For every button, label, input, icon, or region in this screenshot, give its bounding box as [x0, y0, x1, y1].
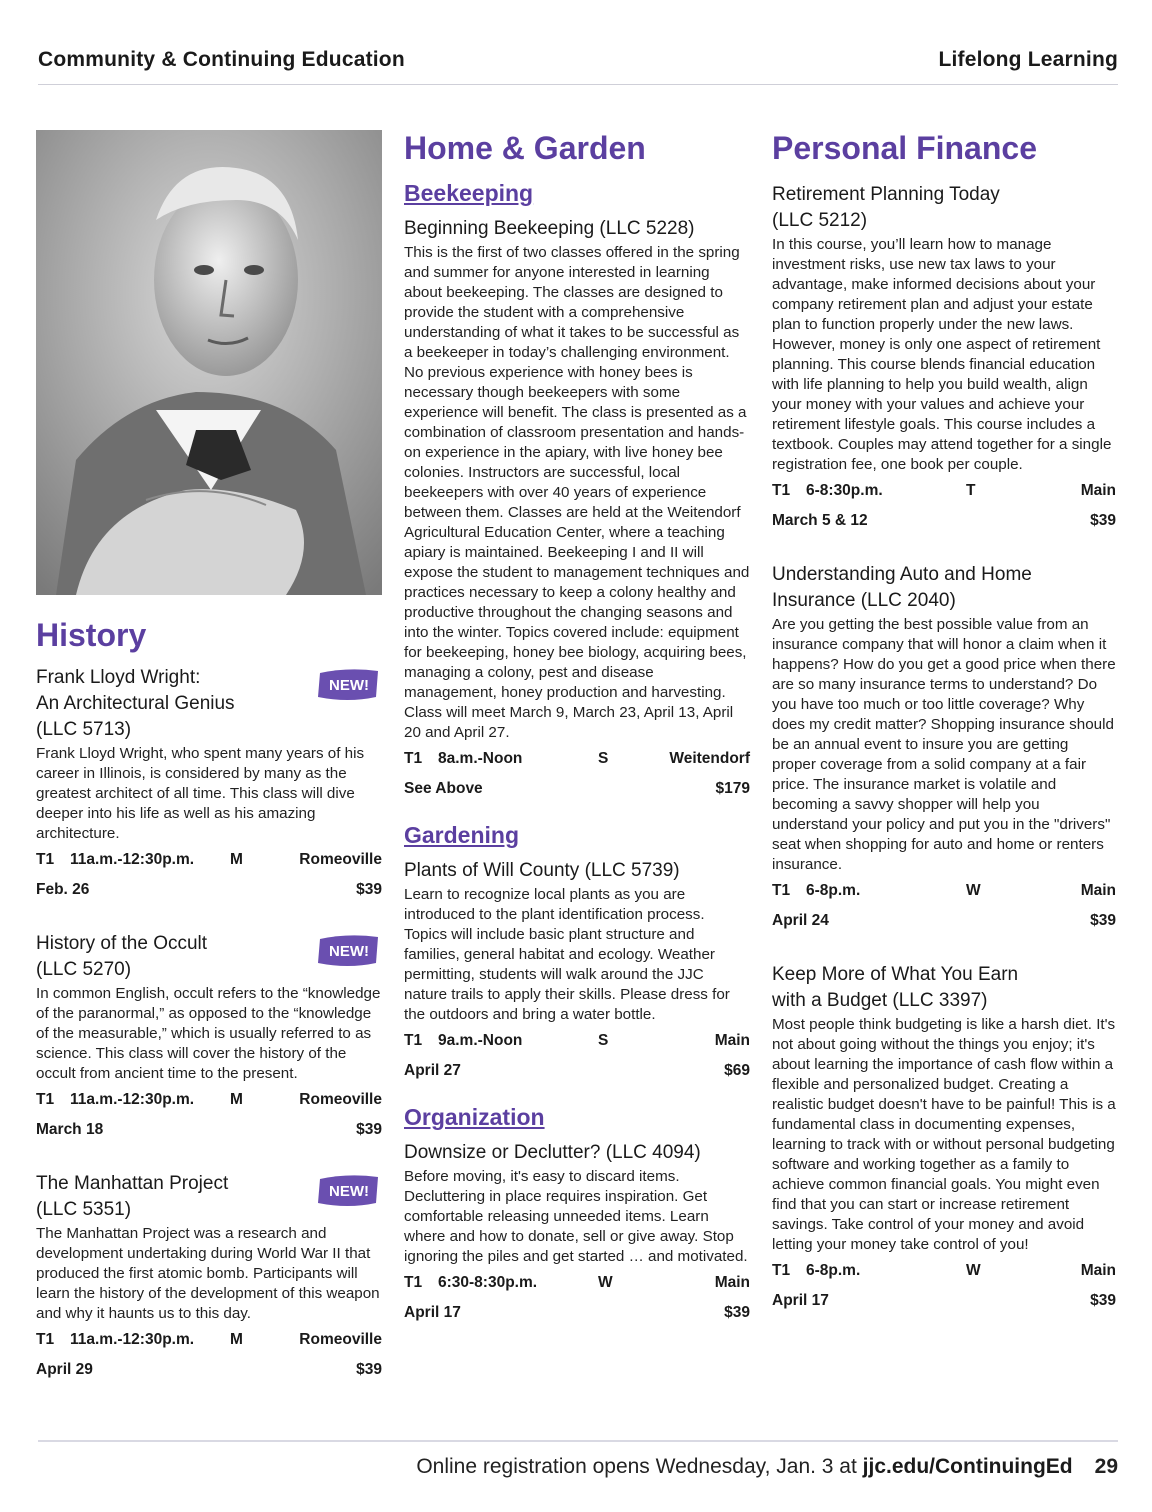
course-dates: April 27: [404, 1061, 461, 1079]
course-description: In this course, you’ll learn how to manage investment risks, use new tax laws to your advantage, make informed decisions about your company retirement plan and adjust your estate plan to function properly under the new laws. However, money is only one aspect of retirement planning. This course blends financial education with life planning to help you build wealth, align your money with your values and achieve your retirement lifestyle goals. This course includes a textbook. Couples may attend together for a single registration fee, one book per couple.: [772, 236, 1112, 473]
course-description: Most people think budgeting is like a harsh diet. It's not about going without the things you enjoy; it's about learning the importance of cash flow within a flexible and personalized budget. Creating a realistic budget doesn't have to be painful! This is a fundamental class in documenting expenses, learning to track with or without personal budgeting software and working together as a family to achieve common financial goals. You might even find that you can start or increase retirement savings. Take control of your money and avoid letting your money take control of you!: [772, 1016, 1116, 1253]
footer-website-link[interactable]: jjc.edu/ContinuingEd: [862, 1455, 1073, 1478]
course-history-occult: [36, 931, 382, 1144]
course-title-line: Keep More of What You Earn: [772, 964, 1019, 985]
svg-text:NEW!: NEW!: [329, 1183, 369, 1200]
course-description: Before moving, it's easy to discard items. Decluttering in place requires inspiration. Get comfortable releasing unneeded items. Learn where and how to donate, sell or give away. Stop ignoring the piles and get started … and motivated.: [404, 1168, 748, 1265]
svg-text:NEW!: NEW!: [329, 943, 369, 960]
course-title-line: Understanding Auto and Home: [772, 564, 1032, 585]
course-schedule: [404, 1268, 750, 1297]
course-description: In common English, occult refers to the “knowledge of the paranormal,” as opposed to the “knowledge of the measurable,” which is usually referred to as science. This class will cover the history of the occult from ancient time to the present.: [36, 985, 381, 1082]
course-title-line: (LLC 5212): [772, 210, 868, 231]
course-title-line: (LLC 5270): [36, 959, 132, 980]
gardening-subtitle: Gardening: [404, 822, 520, 848]
course-dates: March 5 & 12: [772, 511, 868, 529]
course-dates: See Above: [404, 779, 483, 797]
history-column: [36, 130, 382, 1384]
course-fee: $39: [1090, 511, 1116, 529]
history-section-title: History: [36, 617, 147, 653]
course-dates-fee: [404, 774, 750, 803]
course-time: 6-8:30p.m.: [806, 481, 883, 499]
page-header: [38, 48, 1118, 85]
course-time: 6:30-8:30p.m.: [438, 1273, 538, 1291]
new-badge: [318, 667, 380, 701]
course-schedule: [36, 1085, 382, 1114]
course-title-line: Insurance (LLC 2040): [772, 590, 956, 611]
course-day: W: [966, 881, 981, 899]
course-title: Beginning Beekeeping (LLC 5228): [404, 218, 695, 239]
course-location: Main: [1080, 1261, 1116, 1279]
home-garden-column: [404, 130, 750, 1327]
course-description: The Manhattan Project was a research and development undertaking during World War II that produced the first atomic bomb. Participants will learn the history of the development of this weapon and why it haunts us to this day.: [36, 1225, 380, 1322]
section-code: T1: [772, 1261, 791, 1279]
course-title-line: History of the Occult: [36, 933, 208, 954]
course-schedule: [772, 1256, 1116, 1285]
course-day: M: [230, 1090, 243, 1108]
course-fee: $69: [724, 1061, 750, 1079]
course-dates-fee: [772, 1286, 1116, 1315]
course-dates: April 17: [404, 1303, 461, 1321]
course-time: 9a.m.-Noon: [438, 1031, 523, 1049]
course-fee: $39: [724, 1303, 750, 1321]
course-auto-home-insurance: [772, 562, 1116, 935]
course-title: [772, 182, 1116, 234]
course-title-line: with a Budget (LLC 3397): [772, 990, 988, 1011]
course-location: Main: [1080, 481, 1116, 499]
course-location: Romeoville: [299, 1330, 382, 1348]
personal-finance-section-title: Personal Finance: [772, 130, 1037, 166]
course-day: S: [598, 749, 609, 767]
course-fee: $179: [715, 779, 750, 797]
course-schedule: [772, 876, 1116, 905]
footer-registration-text: Online registration opens Wednesday, Jan. 3 at: [416, 1455, 863, 1478]
course-location: Main: [1080, 881, 1116, 899]
course-dates: April 29: [36, 1360, 93, 1378]
course-dates: Feb. 26: [36, 880, 90, 898]
section-code: T1: [36, 850, 55, 868]
organization-subtitle: Organization: [404, 1104, 545, 1130]
course-location: Romeoville: [299, 1090, 382, 1108]
course-time: 11a.m.-12:30p.m.: [70, 1090, 195, 1108]
section-code: T1: [404, 749, 423, 767]
header-right-title: Lifelong Learning: [938, 48, 1118, 71]
course-time: 6-8p.m.: [806, 881, 861, 899]
course-dates: April 24: [772, 911, 829, 929]
page-number: 29: [1094, 1455, 1118, 1478]
course-title-line: Frank Lloyd Wright:: [36, 667, 201, 688]
course-schedule: [772, 476, 1116, 505]
footer-divider: [38, 1440, 1118, 1442]
course-time: 8a.m.-Noon: [438, 749, 523, 767]
svg-text:NEW!: NEW!: [329, 677, 369, 694]
course-time: 6-8p.m.: [806, 1261, 861, 1279]
course-dates-fee: [36, 1355, 382, 1384]
course-description: Learn to recognize local plants as you are introduced to the plant identification process. Topics will include basic plant structure and families, general habitat and ecology. Weather permitting, students will walk around the JJC nature trails to apply their skills. Please dress for the outdoors and bring a water bottle.: [404, 886, 730, 1023]
course-schedule: [36, 1325, 382, 1354]
course-time: 11a.m.-12:30p.m.: [70, 850, 195, 868]
beekeeping-subtitle: Beekeeping: [404, 180, 534, 206]
course-dates: April 17: [772, 1291, 829, 1309]
course-dates-fee: [36, 1115, 382, 1144]
course-title-line: An Architectural Genius: [36, 693, 235, 714]
section-code: T1: [36, 1330, 55, 1348]
footer: [416, 1455, 1118, 1479]
course-time: 11a.m.-12:30p.m.: [70, 1330, 195, 1348]
section-code: T1: [36, 1090, 55, 1108]
course-dates-fee: [404, 1298, 750, 1327]
course-dates-fee: [404, 1056, 750, 1085]
course-schedule: [404, 744, 750, 773]
course-dates-fee: [772, 506, 1116, 535]
course-day: W: [966, 1261, 981, 1279]
course-location: Romeoville: [299, 850, 382, 868]
course-title-line: The Manhattan Project: [36, 1173, 229, 1194]
course-dates-fee: [772, 906, 1116, 935]
personal-finance-column: [772, 130, 1116, 1315]
course-day: W: [598, 1273, 613, 1291]
course-fee: $39: [1090, 911, 1116, 929]
course-location: Main: [714, 1031, 750, 1049]
section-code: T1: [404, 1031, 423, 1049]
course-budget: [772, 962, 1116, 1315]
section-code: T1: [772, 881, 791, 899]
course-schedule: [404, 1026, 750, 1055]
course-dates-fee: [36, 875, 382, 904]
home-garden-section-title: Home & Garden: [404, 130, 646, 166]
course-title-line: (LLC 5713): [36, 719, 132, 740]
course-fee: $39: [356, 880, 382, 898]
course-fee: $39: [356, 1120, 382, 1138]
course-fee: $39: [1090, 1291, 1116, 1309]
course-location: Weitendorf: [669, 749, 750, 767]
section-code: T1: [404, 1273, 423, 1291]
course-location: Main: [714, 1273, 750, 1291]
course-beginning-beekeeping: [404, 216, 750, 803]
course-description: This is the first of two classes offered in the spring and summer for anyone interested in learning about beekeeping. The classes are designed to provide the student with a comprehensive understanding of what it takes to be successful as a beekeeper in today’s challenging environment. No previous experience with honey bees is necessary though beekeepers with some experience will benefit. The class is presented as a combination of classroom presentation and hands-on experience in the apiary, with live honey bee colonies. Instructors are successful, local beekeepers with over 40 years of experience between them. Classes are held at the Weitendorf Agricultural Education Center, where a teaching apiary is maintained. Beekeeping I and II will expose the student to management techniques and practices necessary to keep a colony healthy and productive throughout the changing seasons and into the winter. Topics covered include: equipment for beekeeping, honey bee biology, acquiring bees, managing a colony, pest and disease management, honey production and harvesting. Class will meet March 9, March 23, April 13, April 20 and April 27.: [404, 244, 750, 741]
course-downsize-declutter: [404, 1140, 750, 1327]
section-code: T1: [772, 481, 791, 499]
course-day: S: [598, 1031, 609, 1049]
course-schedule: [36, 845, 382, 874]
course-manhattan-project: [36, 1171, 382, 1384]
course-title-line: (LLC 5351): [36, 1199, 132, 1220]
course-description: Frank Lloyd Wright, who spent many years of his career in Illinois, is considered by many as the greatest architect of all time. This class will dive deeper into his life as well as his amazing architecture.: [36, 745, 365, 842]
portrait-photo: [36, 130, 382, 595]
course-plants-will-county: [404, 858, 750, 1085]
course-title: [772, 562, 1116, 614]
course-retirement-planning: [772, 182, 1116, 535]
course-dates: March 18: [36, 1120, 104, 1138]
course-description: Are you getting the best possible value from an insurance company that will honor a claim when it happens? How do you get a good price when there are so many insurance terms to understand? Do you have too much or too little coverage? Why does my credit matter? Shopping insurance should be an annual event to insure you are getting proper coverage from a solid company at a fair price. The insurance market is volatile and becoming a savvy shopper will help you understand your policy and put you in the "drivers" seat when shopping for auto and home or renters insurance.: [772, 616, 1116, 873]
course-fee: $39: [356, 1360, 382, 1378]
course-title: Downsize or Declutter? (LLC 4094): [404, 1142, 701, 1163]
course-title: Plants of Will County (LLC 5739): [404, 860, 680, 881]
course-title-line: Retirement Planning Today: [772, 184, 1000, 205]
new-badge: [318, 933, 380, 967]
new-badge: [318, 1173, 380, 1207]
course-title: [772, 962, 1116, 1014]
course-day: T: [966, 481, 976, 499]
header-left-title: Community & Continuing Education: [38, 48, 405, 71]
course-day: M: [230, 850, 243, 868]
course-day: M: [230, 1330, 243, 1348]
course-frank-lloyd-wright: [36, 665, 382, 904]
